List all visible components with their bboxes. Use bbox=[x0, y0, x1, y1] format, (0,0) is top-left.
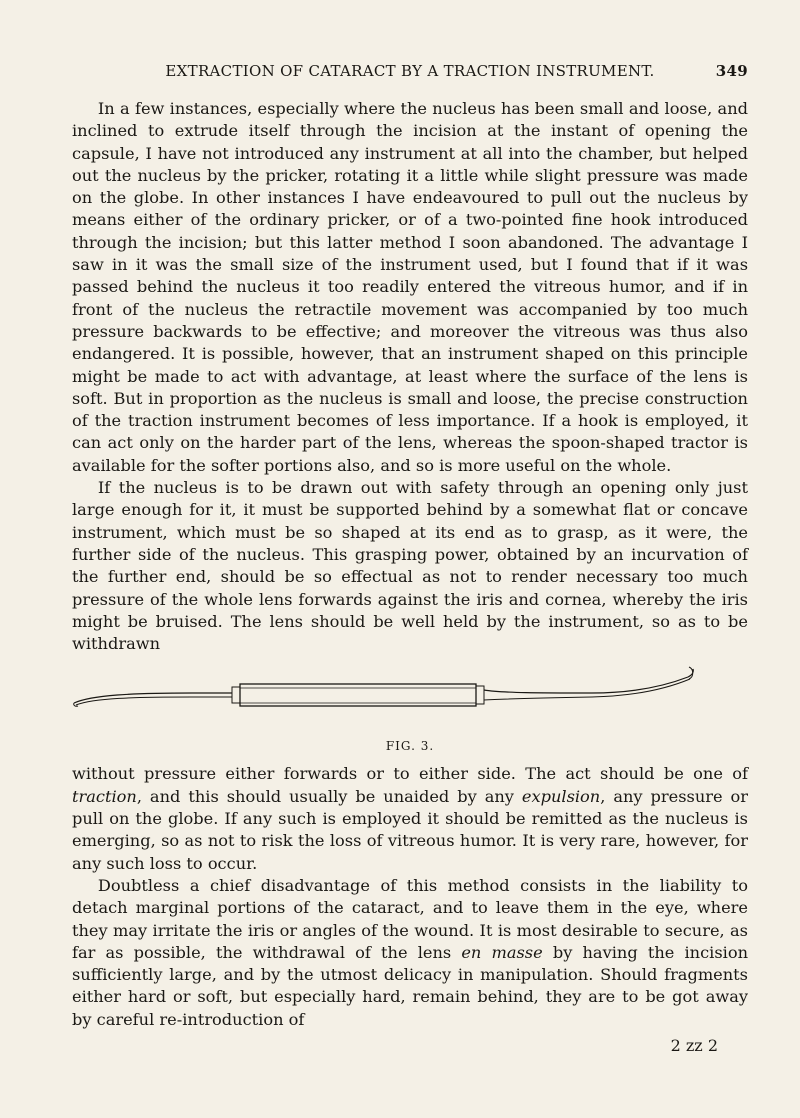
traction-instrument-illustration bbox=[72, 663, 748, 735]
page bbox=[72, 62, 748, 1055]
page-number: 349 bbox=[715, 62, 748, 80]
emphasis-traction: traction bbox=[72, 786, 137, 806]
emphasis-en-masse: en masse bbox=[461, 942, 543, 962]
signature-mark: 2 zz 2 bbox=[670, 1035, 718, 1055]
figure-3-traction-instrument bbox=[72, 663, 748, 735]
paragraph-4-text-b: by having the incision sufficiently large, and by the utmost delicacy in manipulation. Should fragments either hard or soft, but especially hard, remain behind, they are to be got away by careful re-introduction of bbox=[72, 942, 748, 1029]
figure-caption: FIG. 3. bbox=[385, 739, 435, 754]
running-head bbox=[72, 62, 748, 88]
paragraph-3-text-b: , and this should usually be unaided by any bbox=[136, 786, 522, 806]
paragraph-4-text-a: Doubtless a chief disadvantage of this method consists in the liability to detach marginal portions of the cataract, and to leave them in the eye, where they may irritate the iris or angles of the wound. It is most desirable to secure, as far as possible, the withdrawal of the lens bbox=[72, 875, 748, 962]
paragraph-2: If the nucleus is to be drawn out with safety through an opening only just large enough for it, it must be supported behind by a somewhat flat or concave instrument, which must be so shaped at its end as to grasp, as it were, the further side of the nucleus. This grasping power, obtained by an incurvation of the further end, should be so effectual as not to render necessary too much pressure of the whole lens forwards against the iris and cornea, whereby the iris might be bruised. The lens should be well held by the instrument, so as to be withdrawn bbox=[72, 478, 748, 654]
paragraph-3-text-c: , any pressure or pull on the globe. If any such is employed it should be remitted as the nucleus is emerging, so as not to risk the loss of vitreous humor. It is very rare, however, for any such loss to occur. bbox=[72, 786, 749, 873]
paragraph-1: In a few instances, especially where the nucleus has been small and loose, and inclined to extrude itself through the incision at the instant of opening the capsule, I have not introduced any instrument at all into the chamber, but helped out the nucleus by the pricker, rotating it a little while slight pressure was made on the globe. In other instances I have endeavoured to pull out the nucleus by means either of the ordinary pricker, or of a two-pointed fine hook introduced through the incision; but this latter method I soon abandoned. The advantage I saw in it was the small size of the instrument used, but I found that if it was passed behind the nucleus it too readily entered the vitreous humor, and if in front of the nucleus the retractile movement was accompanied by too much pressure backwards to be effective; and moreover the vitreous was thus also endangered. It is possible, however, that an instrument shaped on this principle might be made to act with advantage, at least where the surface of the lens is soft. But in proportion as the nucleus is small and loose, the precise construction of the traction instrument becomes of less importance. If a hook is employed, it can act only on the harder part of the lens, whereas the spoon-shaped tractor is available for the softer portions also, and so is more useful on the whole. bbox=[72, 99, 748, 475]
paragraph-3 bbox=[72, 763, 748, 874]
running-head-title: EXTRACTION OF CATARACT BY A TRACTION INSTRUMENT. bbox=[165, 62, 655, 80]
paragraph-4 bbox=[72, 875, 748, 1031]
emphasis-expulsion: expulsion bbox=[521, 786, 601, 806]
paragraph-3-text-a: without pressure either forwards or to either side. The act should be one of bbox=[72, 764, 748, 784]
